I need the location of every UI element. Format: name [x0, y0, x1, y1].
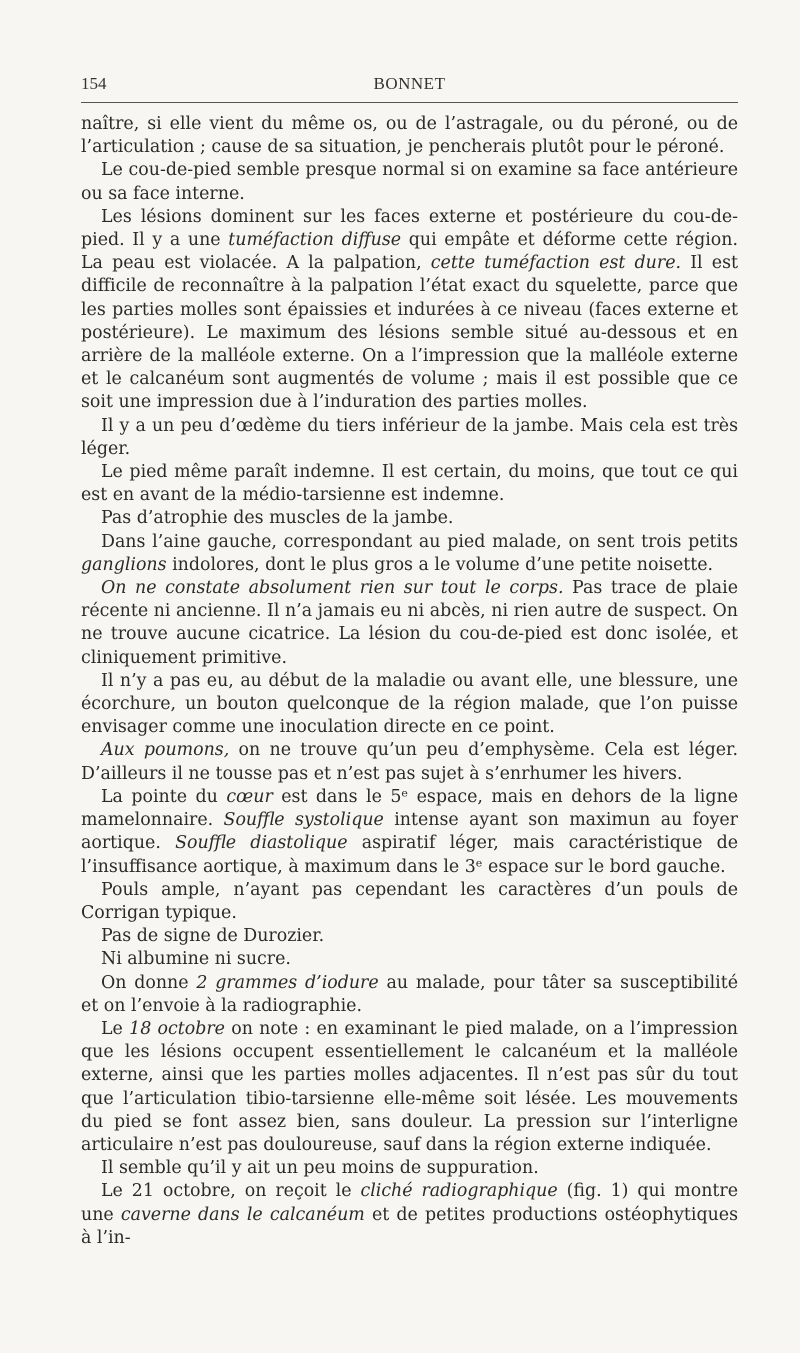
text-run: Le pied même paraît indemne. Il est certain, du moins, que tout ce qui est en avant de la médio-tarsienne est indemne. — [81, 462, 738, 506]
text-run: Dans l’aine gauche, correspondant au pied malade, on sent trois petits — [101, 531, 738, 552]
text-run: Il est difficile de reconnaître à la palpation l’état exact du squelette, parce que les parties molles sont épaissies et indurées à ce niveau (faces externe et postérieure). Le maximum des lésions semble situé au-dessous et en arrière de la malléole externe. On a l’impression que la malléole externe et le calcanéum sont augmentés de volume ; mais il est possible que ce soit une impression due à l’induration des parties molles. — [81, 253, 738, 413]
paragraph — [81, 972, 738, 1018]
page-number: 154 — [81, 74, 107, 93]
text-run: et de petites productions ostéophytiques à l’in- — [81, 1204, 738, 1248]
paragraph — [81, 739, 738, 785]
text-run: Pouls ample, n’ayant pas cependant les caractères d’un pouls de Corrigan typique. — [81, 879, 738, 923]
paragraph — [81, 461, 738, 507]
text-run: aspiratif léger, mais caractéristique de l’insuffisance aortique, à maximum dans le 3ᵉ espace sur le bord gauche. — [81, 833, 738, 877]
text-run: La pointe du — [101, 786, 227, 807]
italic-phrase: cliché radiographique — [360, 1181, 558, 1202]
paragraph — [81, 206, 738, 415]
italic-phrase: Aux poumons, — [101, 740, 230, 761]
paragraph — [81, 879, 738, 925]
text-run: au malade, pour tâter sa susceptibilité et on l’envoie à la radiographie. — [81, 972, 739, 1016]
paragraph — [81, 1180, 738, 1250]
italic-phrase: ganglions — [81, 554, 167, 575]
text-run: Pas de signe de Durozier. — [101, 926, 325, 947]
italic-phrase: tuméfaction diffuse — [228, 230, 402, 251]
paragraph — [81, 786, 738, 879]
italic-phrase: cœur — [226, 786, 273, 807]
text-run: Ni albumine ni sucre. — [101, 949, 291, 970]
text-run: Le — [101, 1018, 130, 1039]
paragraph — [81, 415, 738, 461]
book-page — [81, 68, 738, 1250]
italic-phrase: 2 grammes d’iodure — [196, 972, 379, 993]
text-run: (fig. 1) qui montre une — [81, 1181, 738, 1225]
text-run: naître, si elle vient du même os, ou de l’astragale, ou du péroné, ou de l’articulation ; cause de sa situation, je pencherais plutôt pour le péroné. — [81, 114, 738, 158]
paragraph — [81, 113, 738, 159]
text-run: Le cou-de-pied semble presque normal si on examine sa face antérieure ou sa face interne. — [81, 160, 738, 204]
text-run: intense ayant son maximun au foyer aortique. — [81, 810, 738, 854]
text-run: Il semble qu’il y ait un peu moins de suppuration. — [101, 1158, 539, 1179]
paragraph — [81, 159, 738, 205]
paragraph — [81, 1018, 738, 1157]
paragraph — [81, 531, 738, 577]
text-run: Les lésions dominent sur les faces externe et postérieure du cou-de-pied. Il y a une — [81, 206, 738, 251]
italic-phrase: On ne constate absolument rien sur tout le corps. — [101, 578, 564, 599]
italic-phrase: 18 octobre — [129, 1018, 225, 1039]
text-run: Il n’y a pas eu, au début de la maladie ou avant elle, une blessure, une écorchure, un bouton quelconque de la région malade, que l’on puisse envisager comme une inoculation directe en ce point. — [81, 670, 738, 738]
text-run: indolores, dont le plus gros a le volume d’une petite noisette. — [166, 554, 714, 575]
text-run: Le 21 octobre, on reçoit le — [101, 1181, 361, 1202]
text-run: on ne trouve qu’un peu d’emphysème. Cela est léger. D’ailleurs il ne tousse pas et n’est pas sujet à s’enrhumer les hivers. — [81, 740, 738, 784]
italic-phrase: Souffle diastolique — [175, 833, 348, 854]
paragraph — [81, 1157, 738, 1180]
text-run: On donne — [101, 972, 197, 993]
text-run: Il y a un peu d’œdème du tiers inférieur de la jambe. Mais cela est très léger. — [81, 415, 738, 459]
paragraph — [81, 948, 738, 971]
text-run: Pas d’atrophie des muscles de la jambe. — [101, 508, 454, 529]
italic-phrase: Souffle systolique — [223, 810, 384, 831]
paragraph — [81, 925, 738, 948]
italic-phrase: caverne dans le calcanéum — [120, 1204, 365, 1225]
text-run: on note : en examinant le pied malade, on a l’impression que les lésions occupent essentiellement le calcanéum et la malléole externe, ainsi que les parties molles adjacentes. Il n’est pas sûr du tout que l’articulation tibio-tarsienne elle-même soit lésée. Les mouvements du pied se font assez bien, sans douleur. La pression sur l’interligne articulaire n’est pas douloureuse, sauf dans la région externe indiquée. — [81, 1018, 738, 1155]
text-run: qui empâte et déforme cette région. La peau est violacée. A la palpation, — [81, 230, 738, 274]
text-run: est dans le 5ᵉ espace, mais en dehors de la ligne mamelonnaire. — [81, 786, 738, 831]
text-run: Pas trace de plaie récente ni ancienne. Il n’a jamais eu ni abcès, ni rien autre de suspect. On ne trouve aucune cicatrice. La lésion du cou-de-pied est donc isolée, et cliniquement primitive. — [81, 578, 738, 668]
italic-phrase: cette tuméfaction est dure. — [430, 253, 682, 274]
running-title: BONNET — [373, 74, 446, 93]
header-rule — [81, 102, 738, 103]
running-header — [81, 68, 738, 98]
paragraph — [81, 577, 738, 670]
body-text — [81, 113, 738, 1250]
paragraph — [81, 670, 738, 740]
paragraph — [81, 507, 738, 530]
